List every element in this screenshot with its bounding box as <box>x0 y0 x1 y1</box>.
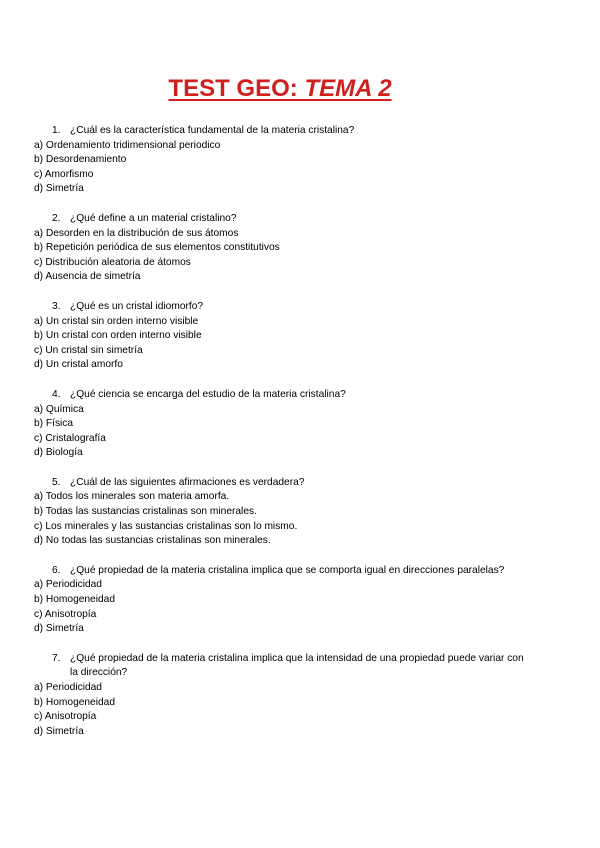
option-a: a) Todos los minerales son materia amorfa. <box>34 491 230 503</box>
question-text: ¿Qué define a un material cristalino? <box>70 212 237 224</box>
option-d: d) Simetría <box>34 725 84 737</box>
question-number: 7. <box>52 652 61 664</box>
option-c: c) Amorfismo <box>34 168 94 180</box>
option-a: a) Desorden en la distribución de sus átomos <box>34 227 239 239</box>
page-title <box>0 74 560 104</box>
option-d: d) No todas las sustancias cristalinas son minerales. <box>34 535 271 547</box>
question-6 <box>34 564 554 637</box>
option-c: c) Los minerales y las sustancias cristalinas son lo mismo. <box>34 520 298 532</box>
question-stem <box>34 652 554 681</box>
option-d: d) Un cristal amorfo <box>34 359 123 371</box>
option-b: b) Todas las sustancias cristalinas son minerales. <box>34 506 257 518</box>
question-text: ¿Qué propiedad de la materia cristalina implica que se comporta igual en direcciones paralelas? <box>70 564 505 576</box>
option-a: a) Periodicidad <box>34 682 102 693</box>
question-text: ¿Qué es un cristal idiomorfo? <box>70 300 204 312</box>
question-text: ¿Qué ciencia se encarga del estudio de la materia cristalina? <box>70 388 346 400</box>
question-list <box>34 124 554 754</box>
option-d: d) Simetría <box>34 623 84 635</box>
option-a: a) Un cristal sin orden interno visible <box>34 315 199 327</box>
question-3 <box>34 300 554 373</box>
option-a: a) Periodicidad <box>34 579 102 591</box>
title-prefix: TEST GEO: <box>168 75 305 102</box>
question-number: 6. <box>52 564 61 576</box>
question-text: ¿Qué propiedad de la materia cristalina implica que la intensidad de una propiedad puede variar con la dirección? <box>70 652 524 679</box>
option-c: c) Distribución aleatoria de átomos <box>34 256 191 268</box>
question-text: ¿Cuál de las siguientes afirmaciones es verdadera? <box>70 476 305 488</box>
title-emphasis: TEMA 2 <box>304 75 392 102</box>
question-stem <box>34 388 554 403</box>
option-d: d) Simetría <box>34 183 84 195</box>
option-b: b) Desordenamiento <box>34 154 127 166</box>
option-a: a) Ordenamiento tridimensional periodico <box>34 139 221 151</box>
option-b: b) Física <box>34 418 74 430</box>
question-stem <box>34 300 554 315</box>
option-a: a) Química <box>34 403 84 415</box>
question-number: 1. <box>52 125 61 136</box>
option-c: c) Anisotropía <box>34 711 97 723</box>
option-c: c) Anisotropía <box>34 608 97 620</box>
question-number: 2. <box>52 212 61 224</box>
question-2 <box>34 212 554 285</box>
option-c: c) Cristalografía <box>34 432 106 444</box>
question-text: ¿Cuál es la característica fundamental de la materia cristalina? <box>70 125 355 136</box>
question-number: 4. <box>52 388 61 400</box>
question-number: 3. <box>52 300 61 312</box>
option-b: b) Repetición periódica de sus elementos constitutivos <box>34 242 280 254</box>
question-number: 5. <box>52 476 61 488</box>
option-b: b) Homogeneidad <box>34 696 115 708</box>
option-d: d) Biología <box>34 447 83 459</box>
question-stem <box>34 124 554 139</box>
question-stem <box>34 212 554 227</box>
option-c: c) Un cristal sin simetría <box>34 344 143 356</box>
question-1 <box>34 124 554 197</box>
option-b: b) Homogeneidad <box>34 594 115 606</box>
question-stem <box>34 476 554 491</box>
question-5 <box>34 476 554 549</box>
question-7 <box>34 652 554 740</box>
option-d: d) Ausencia de simetría <box>34 271 141 283</box>
question-stem <box>34 564 554 579</box>
question-4 <box>34 388 554 461</box>
option-b: b) Un cristal con orden interno visible <box>34 330 202 342</box>
